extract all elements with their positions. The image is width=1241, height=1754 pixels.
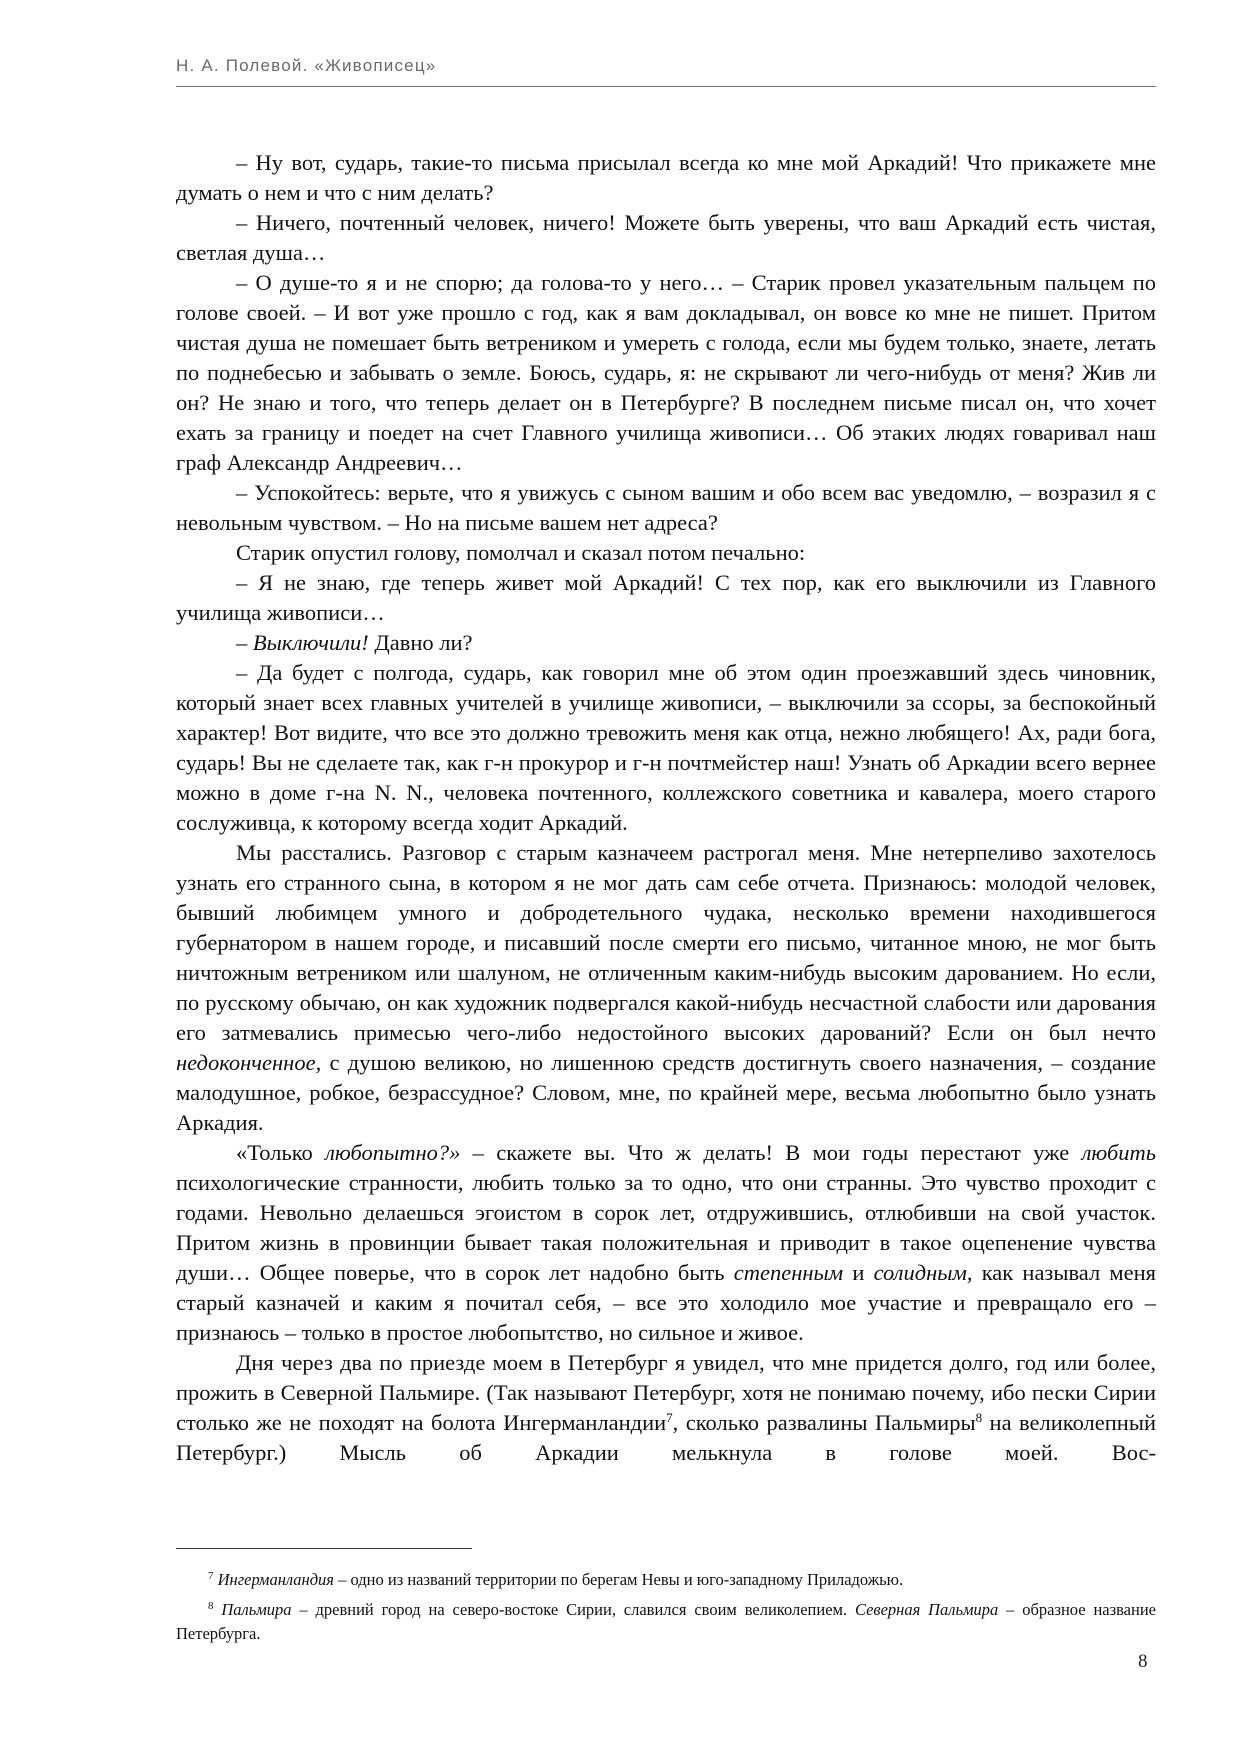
text-span: с душою великою, но лишенною средств достигнуть своего назначения, – создание малодушное, робкое, безрассудное? Словом, мне, по крайней мере, весьма любопытно было узнать Аркадия. — [176, 1050, 1156, 1135]
footnote-ref: 8 — [975, 1410, 983, 1425]
footnote-term: Пальмира — [221, 1600, 292, 1619]
text-span: «Только — [236, 1140, 326, 1165]
footnote-term: Ингерманландия — [217, 1570, 334, 1589]
paragraph: – Да будет с полгода, сударь, как говорил мне об этом один проезжавший здесь чиновник, который знает всех главных учителей в училище живописи, – выключили за ссоры, за беспокойный характер! Вот видите, что все это должно тревожить меня как отца, нежно любящего! Ах, ради бога, сударь! Вы не сделаете так, как г-н прокурор и г-н почтмейстер наш! Узнать об Аркадии всего вернее можно в доме г-на N. N., человека почтенного, коллежского советника и кавалера, моего старого сослуживца, к которому всегда ходит Аркадий. — [176, 660, 1156, 835]
paragraph: Старик опустил голову, помолчал и сказал потом печально: — [236, 540, 806, 565]
footnote-text: – образное название Петербурга. — [176, 1600, 1156, 1643]
paragraph: – Ну вот, сударь, такие-то письма присылал всегда ко мне мой Аркадий! Что прикажете мне думать о нем и что с ним делать? — [176, 150, 1156, 205]
header-rule — [176, 86, 1156, 87]
emphasis: недоконченное, — [176, 1050, 322, 1075]
paragraph — [176, 838, 1156, 1138]
text-span: психологические странности, любить только за то одно, что они странны. Это чувство проходит с годами. Невольно делаешься эгоистом в сорок лет, отдружившись, отлюбивши на свой участок. Притом жизнь в провинции бывает такая положительная и приводит в такое оцепенение чувства души… Общее поверье, что в сорок лет надобно быть — [176, 1170, 1156, 1285]
text-span: Давно ли? — [368, 630, 473, 655]
paragraph: – Я не знаю, где теперь живет мой Аркадий! С тех пор, как его выключили из Главного училища живописи… — [176, 570, 1156, 625]
emphasis: любопытно?» — [325, 1140, 461, 1165]
text-span: – — [236, 630, 253, 655]
text-span: Мы расстались. Разговор с старым казначеем растрогал меня. Мне нетерпеливо захотелось узнать его странного сына, в котором я не мог дать сам себе отчета. Признаюсь: молодой человек, бывший любимцем умного и добродетельного чудака, несколько времени находившегося губернатором в нашем городе, и писавший после смерти его письмо, читанное мною, не мог быть ничтожным ветреником или шалуном, не отличенным каким-нибудь высоким дарованием. Но если, по русскому обычаю, он как художник подвергался какой-нибудь несчастной слабости или дарования его затмевались примесью чего-либо недостойного высоких дарований? Если он был нечто — [176, 840, 1156, 1045]
footnote-number: 8 — [208, 1600, 214, 1612]
text-span: , сколько развалины Пальмиры — [672, 1410, 976, 1435]
paragraph — [176, 1138, 1156, 1348]
text-span: Дня через два по приезде моем в Петербург я увидел, что мне придется долго, год или более, прожить в Северной Пальмире. (Так называют Петербург, хотя не понимаю почему, ибо пески Сирии столько же не походят на болота Ингерманландии — [176, 1350, 1156, 1435]
emphasis: Выключили! — [252, 630, 369, 655]
text-span: – скажете вы. Что ж делать! В мои годы перестают уже — [460, 1140, 1082, 1165]
main-text — [176, 148, 1156, 1468]
paragraph: – О душе-то я и не спорю; да голова-то у него… – Старик провел указательным пальцем по голове своей. – И вот уже прошло с год, как я вам докладывал, он вовсе ко мне не пишет. Притом чистая душа не помешает быть ветреником и умереть с голода, если мы будем только, знаете, летать по поднебесью и забывать о земле. Боюсь, сударь, я: не скрывают ли чего-нибудь от меня? Жив ли он? Не знаю и того, что теперь делает он в Петербурге? В последнем письме писал он, что хочет ехать за границу и поедет на счет Главного училища живописи… Об этаких людях говаривал наш граф Александр Андреевич… — [176, 270, 1156, 475]
running-head: Н. А. Полевой. «Живописец» — [176, 56, 437, 75]
footnote-text: – древний город на северо-востоке Сирии, славился своим великолепием. — [291, 1600, 855, 1619]
footnote-8 — [176, 1598, 1156, 1646]
footnote-7 — [176, 1568, 1156, 1592]
footnote-text: – одно из названий территории по берегам Невы и юго-западному Приладожью. — [333, 1570, 904, 1589]
paragraph — [176, 628, 1156, 658]
emphasis: степенным — [733, 1260, 844, 1285]
footnotes — [176, 1568, 1156, 1652]
paragraph: – Успокойтесь: верьте, что я увижусь с сыном вашим и обо всем вас уведомлю, – возразил я с невольным чувством. – Но на письме вашем нет адреса? — [176, 480, 1156, 535]
footnote-ref: 7 — [666, 1410, 673, 1425]
text-span: и — [843, 1260, 874, 1285]
emphasis: солидным, — [873, 1260, 973, 1285]
footnote-number: 7 — [208, 1570, 214, 1582]
text-span: на великолепный Петербург.) Мысль об Аркадии мелькнула в голове моей. Вос- — [176, 1410, 1156, 1465]
emphasis: любить — [1081, 1140, 1156, 1165]
page-number: 8 — [1138, 1651, 1148, 1672]
footnote-rule — [176, 1548, 472, 1549]
paragraph: – Ничего, почтенный человек, ничего! Можете быть уверены, что ваш Аркадий есть чистая, светлая душа… — [176, 210, 1156, 265]
footnote-term: Северная Пальмира — [854, 1600, 999, 1619]
text-span: как называл меня старый казначей и каким я почитал себя, – все это холодило мое участие и превращало его – признаюсь – только в простое любопытство, но сильное и живое. — [176, 1260, 1156, 1345]
paragraph — [176, 1348, 1156, 1468]
